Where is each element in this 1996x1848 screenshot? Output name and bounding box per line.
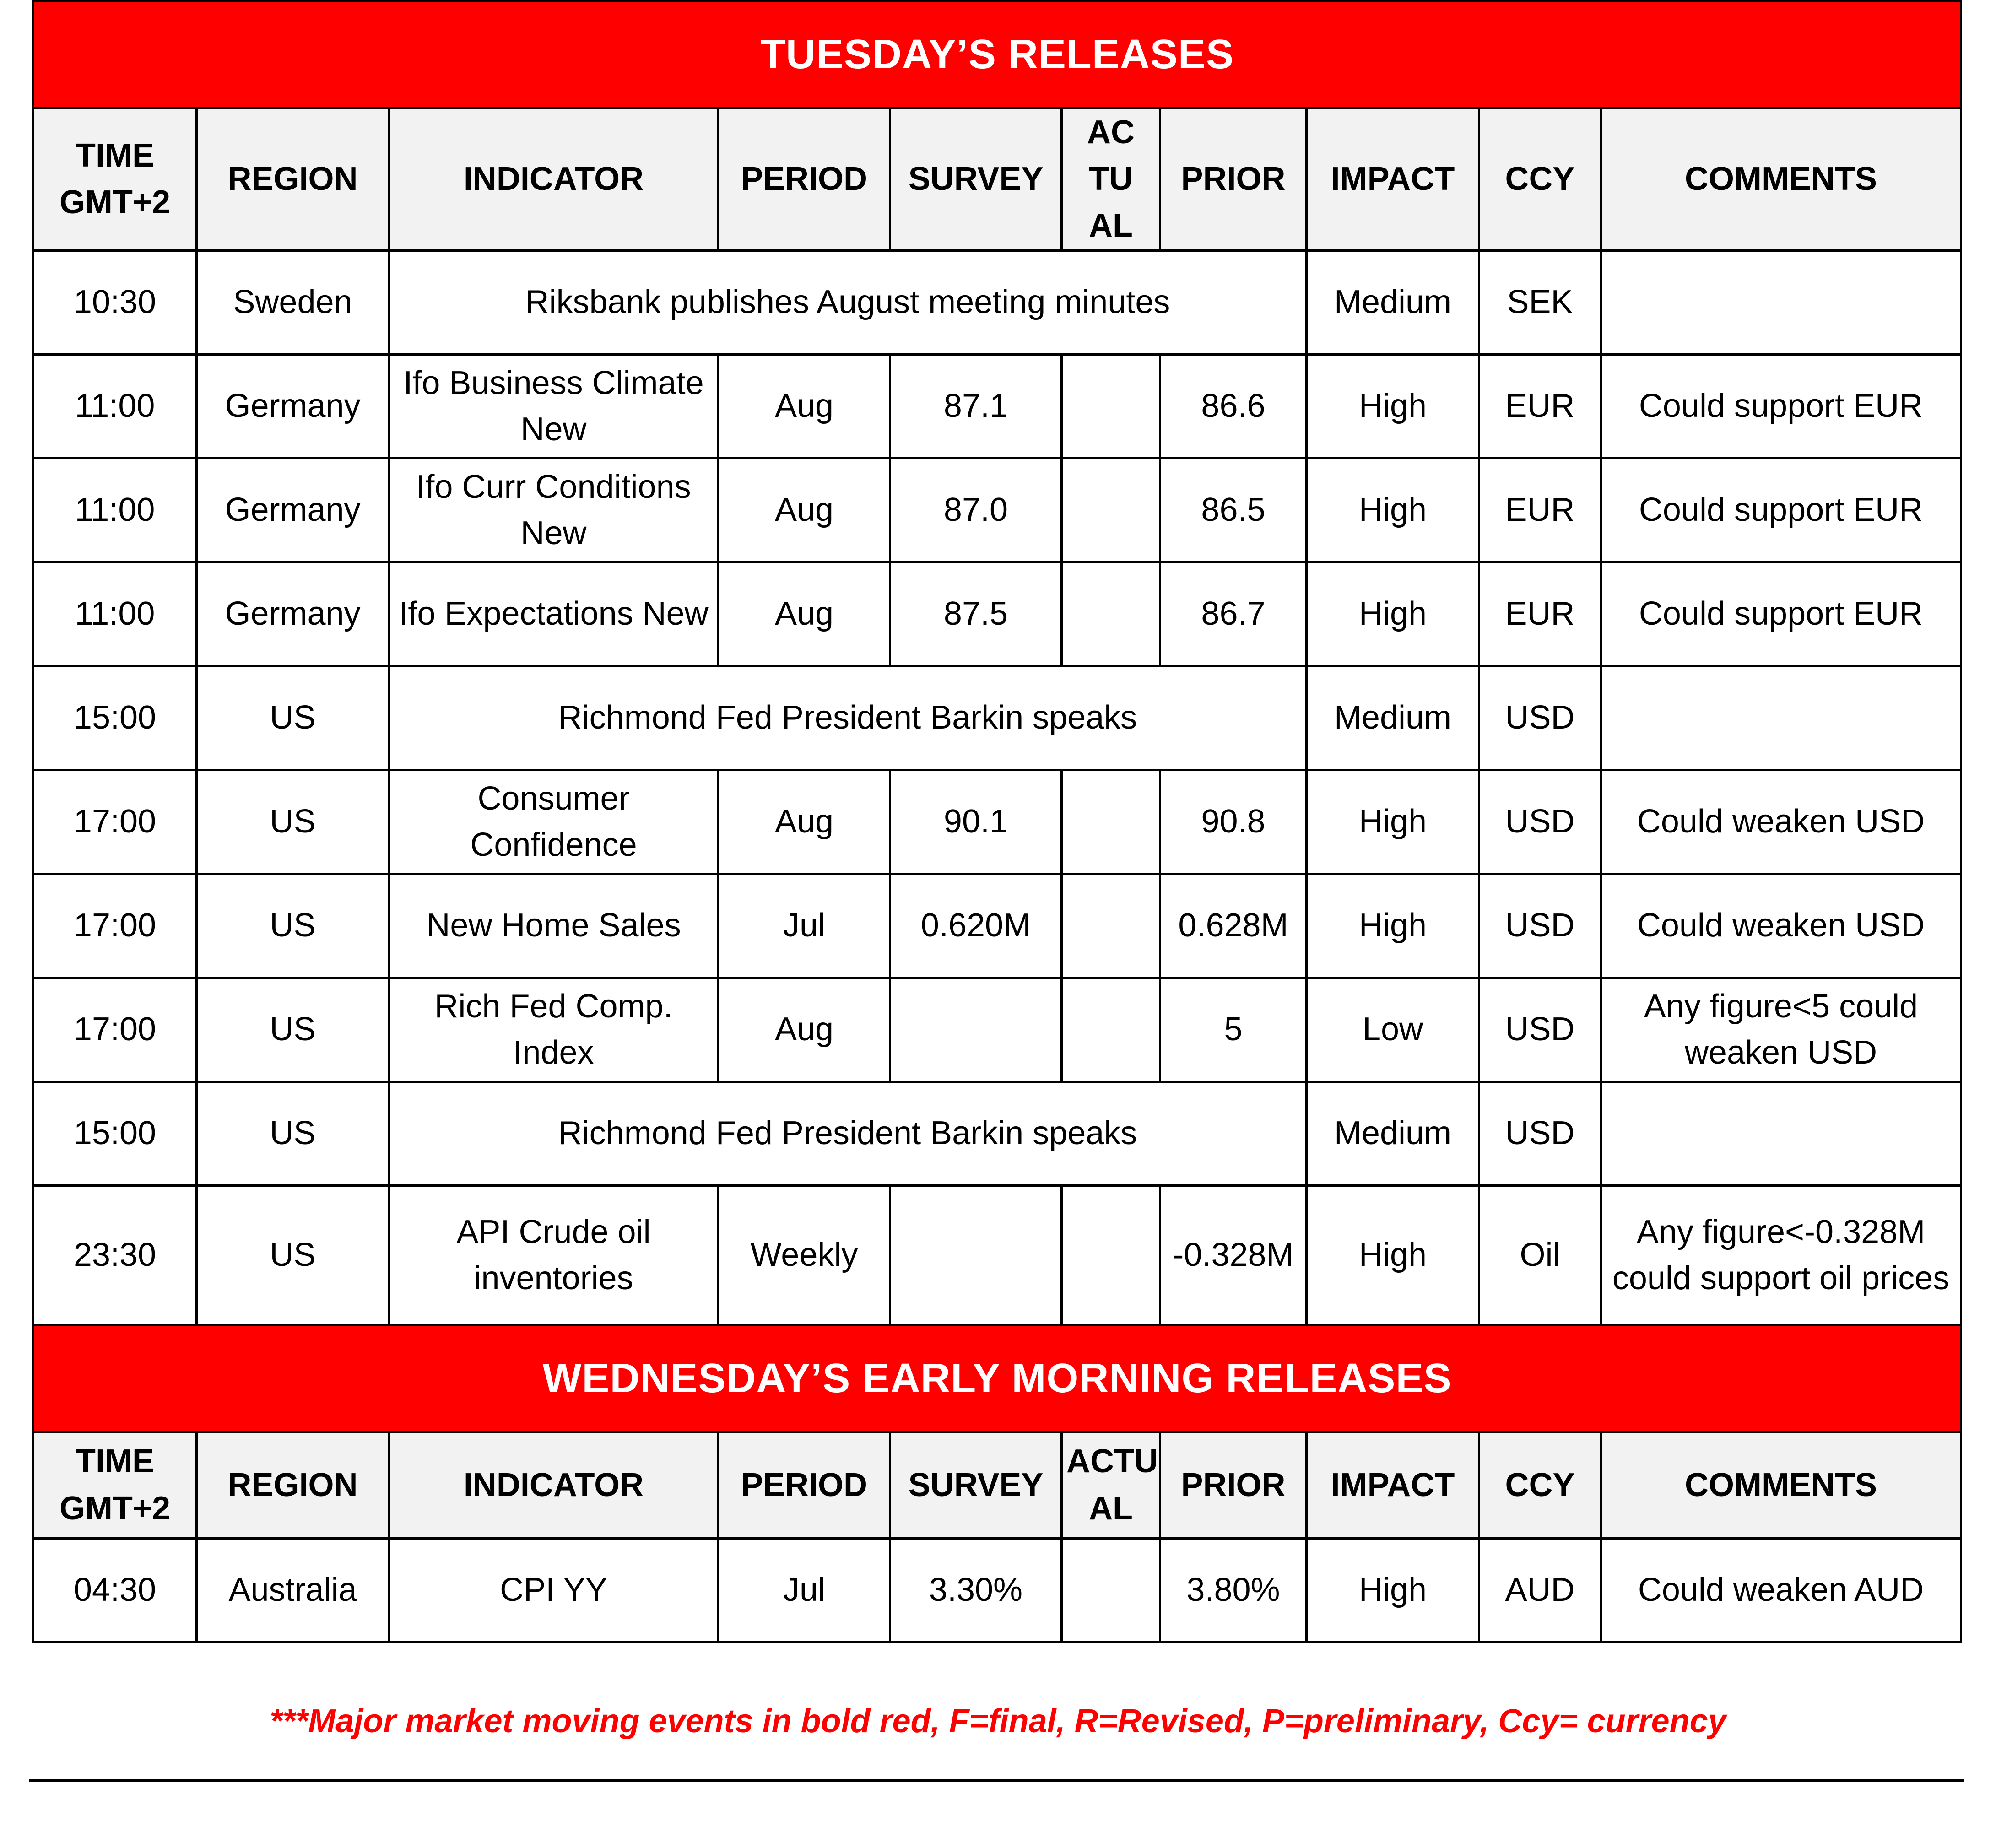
cell-impact: High xyxy=(1307,1538,1479,1642)
cell-indicator: Ifo Business Climate New xyxy=(389,354,719,458)
table-row xyxy=(33,978,1961,1081)
economic-calendar xyxy=(32,0,1960,1643)
cell-prior: -0.328M xyxy=(1160,1185,1307,1325)
table-row xyxy=(33,1538,1961,1642)
cell-period: Jul xyxy=(719,874,890,978)
cell-survey xyxy=(890,1185,1062,1325)
cell-region: Germany xyxy=(197,458,389,562)
cell-prior: 3.80% xyxy=(1160,1538,1307,1642)
cell-survey: 87.1 xyxy=(890,354,1062,458)
cell-time: 17:00 xyxy=(33,874,197,978)
cell-region: Australia xyxy=(197,1538,389,1642)
header-actual: AC TU AL xyxy=(1062,108,1160,251)
section-banner-wednesday: WEDNESDAY’S EARLY MORNING RELEASES xyxy=(33,1325,1961,1432)
cell-impact: High xyxy=(1307,874,1479,978)
cell-survey: 3.30% xyxy=(890,1538,1062,1642)
cell-ccy: EUR xyxy=(1479,562,1601,666)
cell-region: Germany xyxy=(197,562,389,666)
cell-ccy: USD xyxy=(1479,666,1601,770)
cell-impact: High xyxy=(1307,770,1479,874)
cell-time: 15:00 xyxy=(33,666,197,770)
cell-time: 04:30 xyxy=(33,1538,197,1642)
cell-indicator: Ifo Expectations New xyxy=(389,562,719,666)
releases-table xyxy=(32,0,1962,1643)
cell-period: Aug xyxy=(719,770,890,874)
cell-region: US xyxy=(197,666,389,770)
table-row xyxy=(33,874,1961,978)
cell-indicator: Rich Fed Comp. Index xyxy=(389,978,719,1081)
cell-impact: High xyxy=(1307,458,1479,562)
cell-survey xyxy=(890,978,1062,1081)
cell-period: Weekly xyxy=(719,1185,890,1325)
cell-indicator: CPI YY xyxy=(389,1538,719,1642)
table-row xyxy=(33,1081,1961,1185)
cell-period: Aug xyxy=(719,458,890,562)
header-ccy: CCY xyxy=(1479,1432,1601,1538)
header-prior: PRIOR xyxy=(1160,1432,1307,1538)
header-row xyxy=(33,108,1961,251)
header-period: PERIOD xyxy=(719,1432,890,1538)
header-impact: IMPACT xyxy=(1307,1432,1479,1538)
header-comments: COMMENTS xyxy=(1601,108,1961,251)
header-survey: SURVEY xyxy=(890,108,1062,251)
header-actual: ACTU AL xyxy=(1062,1432,1160,1538)
cell-ccy: EUR xyxy=(1479,354,1601,458)
cell-indicator: Consumer Confidence xyxy=(389,770,719,874)
cell-ccy: AUD xyxy=(1479,1538,1601,1642)
table-row xyxy=(33,666,1961,770)
cell-indicator: Ifo Curr Conditions New xyxy=(389,458,719,562)
cell-comments: Any figure<-0.328M could support oil prices xyxy=(1601,1185,1961,1325)
cell-comments: Could support EUR xyxy=(1601,354,1961,458)
cell-survey: 0.620M xyxy=(890,874,1062,978)
table-row xyxy=(33,1185,1961,1325)
header-impact: IMPACT xyxy=(1307,108,1479,251)
cell-time: 11:00 xyxy=(33,458,197,562)
cell-time: 11:00 xyxy=(33,354,197,458)
cell-prior: 0.628M xyxy=(1160,874,1307,978)
table-row xyxy=(33,354,1961,458)
cell-event: Riksbank publishes August meeting minutes xyxy=(389,250,1307,354)
cell-prior: 86.5 xyxy=(1160,458,1307,562)
cell-prior: 86.6 xyxy=(1160,354,1307,458)
cell-ccy: USD xyxy=(1479,770,1601,874)
cell-actual xyxy=(1062,458,1160,562)
header-comments: COMMENTS xyxy=(1601,1432,1961,1538)
cell-comments: Could weaken AUD xyxy=(1601,1538,1961,1642)
cell-prior: 90.8 xyxy=(1160,770,1307,874)
cell-time: 11:00 xyxy=(33,562,197,666)
cell-comments: Could weaken USD xyxy=(1601,874,1961,978)
cell-comments: Could support EUR xyxy=(1601,458,1961,562)
cell-time: 15:00 xyxy=(33,1081,197,1185)
cell-event: Richmond Fed President Barkin speaks xyxy=(389,666,1307,770)
cell-impact: Medium xyxy=(1307,666,1479,770)
table-row xyxy=(33,562,1961,666)
header-region: REGION xyxy=(197,1432,389,1538)
cell-indicator: API Crude oil inventories xyxy=(389,1185,719,1325)
header-indicator: INDICATOR xyxy=(389,108,719,251)
cell-prior: 86.7 xyxy=(1160,562,1307,666)
header-region: REGION xyxy=(197,108,389,251)
cell-comments xyxy=(1601,1081,1961,1185)
cell-region: Germany xyxy=(197,354,389,458)
cell-event: Richmond Fed President Barkin speaks xyxy=(389,1081,1307,1185)
table-row xyxy=(33,458,1961,562)
cell-survey: 87.0 xyxy=(890,458,1062,562)
cell-period: Aug xyxy=(719,562,890,666)
cell-period: Aug xyxy=(719,354,890,458)
cell-comments: Could weaken USD xyxy=(1601,770,1961,874)
cell-actual xyxy=(1062,1538,1160,1642)
cell-impact: Medium xyxy=(1307,250,1479,354)
table-row xyxy=(33,770,1961,874)
cell-impact: High xyxy=(1307,354,1479,458)
cell-actual xyxy=(1062,874,1160,978)
cell-region: US xyxy=(197,978,389,1081)
cell-impact: Medium xyxy=(1307,1081,1479,1185)
cell-time: 17:00 xyxy=(33,978,197,1081)
cell-ccy: SEK xyxy=(1479,250,1601,354)
cell-comments: Could support EUR xyxy=(1601,562,1961,666)
header-survey: SURVEY xyxy=(890,1432,1062,1538)
cell-ccy: Oil xyxy=(1479,1185,1601,1325)
section-banner-tuesday: TUESDAY’S RELEASES xyxy=(33,1,1961,108)
header-row xyxy=(33,1432,1961,1538)
cell-prior: 5 xyxy=(1160,978,1307,1081)
cell-actual xyxy=(1062,1185,1160,1325)
header-prior: PRIOR xyxy=(1160,108,1307,251)
cell-time: 23:30 xyxy=(33,1185,197,1325)
cell-survey: 87.5 xyxy=(890,562,1062,666)
cell-ccy: USD xyxy=(1479,874,1601,978)
table-row xyxy=(33,250,1961,354)
cell-time: 10:30 xyxy=(33,250,197,354)
cell-comments xyxy=(1601,666,1961,770)
header-time: TIME GMT+2 xyxy=(33,1432,197,1538)
cell-period: Aug xyxy=(719,978,890,1081)
cell-impact: Low xyxy=(1307,978,1479,1081)
cell-region: US xyxy=(197,770,389,874)
cell-actual xyxy=(1062,770,1160,874)
cell-indicator: New Home Sales xyxy=(389,874,719,978)
cell-time: 17:00 xyxy=(33,770,197,874)
cell-region: US xyxy=(197,874,389,978)
header-period: PERIOD xyxy=(719,108,890,251)
cell-actual xyxy=(1062,354,1160,458)
cell-actual xyxy=(1062,562,1160,666)
cell-ccy: USD xyxy=(1479,978,1601,1081)
cell-impact: High xyxy=(1307,1185,1479,1325)
header-time: TIME GMT+2 xyxy=(33,108,197,251)
cell-ccy: EUR xyxy=(1479,458,1601,562)
cell-comments xyxy=(1601,250,1961,354)
cell-ccy: USD xyxy=(1479,1081,1601,1185)
divider xyxy=(29,1779,1964,1782)
cell-region: US xyxy=(197,1185,389,1325)
footnote: ***Major market moving events in bold red, F=final, R=Revised, P=preliminary, Ccy= currency xyxy=(270,1703,1726,1740)
header-ccy: CCY xyxy=(1479,108,1601,251)
cell-survey: 90.1 xyxy=(890,770,1062,874)
cell-region: Sweden xyxy=(197,250,389,354)
cell-period: Jul xyxy=(719,1538,890,1642)
cell-actual xyxy=(1062,978,1160,1081)
cell-impact: High xyxy=(1307,562,1479,666)
cell-region: US xyxy=(197,1081,389,1185)
header-indicator: INDICATOR xyxy=(389,1432,719,1538)
cell-comments: Any figure<5 could weaken USD xyxy=(1601,978,1961,1081)
